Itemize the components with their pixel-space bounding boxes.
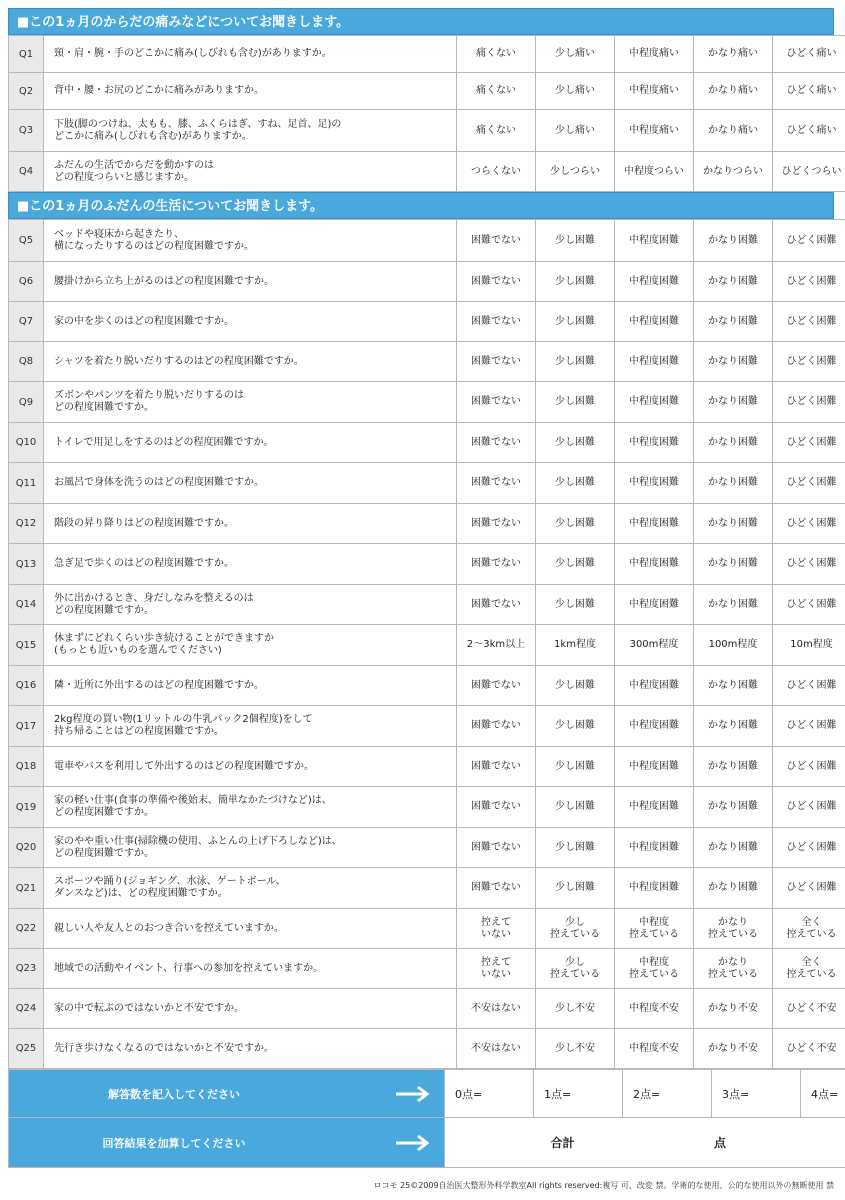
question-row bbox=[9, 152, 845, 192]
question-text-line: スポーツや踊り(ジョギング、水泳、ゲートボール、 bbox=[54, 876, 286, 887]
question-table bbox=[8, 35, 845, 192]
question-row bbox=[9, 544, 845, 585]
answer-option[interactable]: ひどくつらい bbox=[773, 152, 845, 192]
answer-option[interactable]: 少し困難 bbox=[536, 828, 615, 868]
question-text-line: 電車やバスを利用して外出するのはどの程度困難ですか。 bbox=[54, 760, 314, 772]
question-number: Q17 bbox=[9, 706, 44, 747]
count-label: 解答数を記入してください bbox=[108, 1087, 240, 1101]
answer-option[interactable]: 少し痛い bbox=[536, 73, 615, 110]
question-text bbox=[44, 110, 457, 152]
answer-option[interactable]: かなり困難 bbox=[694, 666, 773, 706]
question-text bbox=[44, 36, 457, 73]
answer-option[interactable]: 中程度 控えている bbox=[615, 909, 694, 949]
question-row bbox=[9, 463, 845, 504]
answer-option[interactable]: 全く 控えている bbox=[773, 949, 845, 989]
sum-row bbox=[9, 1118, 845, 1168]
answer-option[interactable]: 10m程度 bbox=[773, 625, 845, 666]
answer-option[interactable]: かなり 控えている bbox=[694, 909, 773, 949]
question-text-line: 親しい人や友人とのおつき合いを控えていますか。 bbox=[54, 922, 284, 934]
answer-option[interactable]: かなり不安 bbox=[694, 1029, 773, 1069]
answer-option[interactable]: かなり困難 bbox=[694, 382, 773, 423]
answer-option[interactable]: 中程度困難 bbox=[615, 220, 694, 262]
question-number: Q3 bbox=[9, 110, 44, 152]
question-text-line: 休まずにどれくらい歩き続けることができますか bbox=[54, 633, 274, 644]
score-4-field[interactable]: 4点= bbox=[801, 1070, 845, 1118]
question-row bbox=[9, 666, 845, 706]
answer-option[interactable]: 中程度痛い bbox=[615, 36, 694, 73]
answer-option[interactable]: 少し困難 bbox=[536, 504, 615, 544]
question-number: Q6 bbox=[9, 262, 44, 302]
question-text-line: どの程度困難ですか。 bbox=[54, 604, 154, 616]
answer-option[interactable]: 不安はない bbox=[457, 989, 536, 1029]
answer-option[interactable]: かなり困難 bbox=[694, 463, 773, 504]
answer-option[interactable]: 少し 控えている bbox=[536, 949, 615, 989]
answer-option[interactable]: 中程度困難 bbox=[615, 382, 694, 423]
answer-option[interactable]: 中程度困難 bbox=[615, 463, 694, 504]
question-table bbox=[8, 219, 845, 1069]
answer-option[interactable]: 2～3km以上 bbox=[457, 625, 536, 666]
answer-option[interactable]: 中程度不安 bbox=[615, 989, 694, 1029]
answer-option[interactable]: 痛くない bbox=[457, 73, 536, 110]
question-text-line: 横になったりするのはどの程度困難ですか。 bbox=[54, 240, 254, 252]
answer-option[interactable]: 痛くない bbox=[457, 110, 536, 152]
answer-option[interactable]: ひどく困難 bbox=[773, 585, 845, 625]
question-text bbox=[44, 544, 457, 585]
answer-option[interactable]: かなりつらい bbox=[694, 152, 773, 192]
answer-option[interactable]: ひどく困難 bbox=[773, 423, 845, 463]
question-number: Q25 bbox=[9, 1029, 44, 1069]
question-text bbox=[44, 949, 457, 989]
arrow-right-icon bbox=[394, 1085, 430, 1103]
answer-option[interactable]: かなり困難 bbox=[694, 868, 773, 909]
answer-option[interactable]: ひどく困難 bbox=[773, 666, 845, 706]
answer-option[interactable]: 控えて いない bbox=[457, 909, 536, 949]
question-text bbox=[44, 342, 457, 382]
question-number: Q19 bbox=[9, 787, 44, 828]
answer-option[interactable]: ひどく痛い bbox=[773, 110, 845, 152]
answer-option[interactable]: ひどく困難 bbox=[773, 342, 845, 382]
answer-option[interactable]: 中程度痛い bbox=[615, 110, 694, 152]
answer-option[interactable]: 中程度困難 bbox=[615, 868, 694, 909]
question-number: Q10 bbox=[9, 423, 44, 463]
questionnaire-sheet bbox=[8, 8, 842, 1168]
question-row bbox=[9, 36, 845, 73]
question-text-line: ズボンやパンツを着たり脱いだりするのは bbox=[54, 390, 244, 401]
answer-option[interactable]: かなり困難 bbox=[694, 423, 773, 463]
question-text bbox=[44, 152, 457, 192]
question-row bbox=[9, 625, 845, 666]
answer-option[interactable]: 困難でない bbox=[457, 868, 536, 909]
answer-option[interactable]: 困難でない bbox=[457, 787, 536, 828]
question-number: Q16 bbox=[9, 666, 44, 706]
answer-option[interactable]: かなり痛い bbox=[694, 110, 773, 152]
answer-option[interactable]: 少し困難 bbox=[536, 382, 615, 423]
question-text-line: 先行き歩けなくなるのではないかと不安ですか。 bbox=[54, 1042, 274, 1054]
answer-option[interactable]: かなり 控えている bbox=[694, 949, 773, 989]
answer-option[interactable]: 少し痛い bbox=[536, 36, 615, 73]
answer-option[interactable]: 困難でない bbox=[457, 706, 536, 747]
answer-option[interactable]: かなり困難 bbox=[694, 585, 773, 625]
score-2-field[interactable]: 2点= bbox=[623, 1070, 712, 1118]
question-number: Q9 bbox=[9, 382, 44, 423]
question-text bbox=[44, 747, 457, 787]
answer-option[interactable]: 中程度困難 bbox=[615, 504, 694, 544]
question-text-line: シャツを着たり脱いだりするのはどの程度困難ですか。 bbox=[54, 355, 304, 367]
question-number: Q11 bbox=[9, 463, 44, 504]
question-text bbox=[44, 382, 457, 423]
question-text-line: 背中・腰・お尻のどこかに痛みがありますか。 bbox=[54, 85, 264, 96]
question-row bbox=[9, 949, 845, 989]
answer-option[interactable]: かなり痛い bbox=[694, 73, 773, 110]
answer-option[interactable]: 中程度困難 bbox=[615, 747, 694, 787]
question-text bbox=[44, 909, 457, 949]
answer-option[interactable]: 困難でない bbox=[457, 544, 536, 585]
answer-option[interactable]: ひどく困難 bbox=[773, 504, 845, 544]
answer-option[interactable]: かなり困難 bbox=[694, 342, 773, 382]
question-text bbox=[44, 220, 457, 262]
question-number: Q21 bbox=[9, 868, 44, 909]
answer-option[interactable]: 困難でない bbox=[457, 463, 536, 504]
answer-option[interactable]: かなり困難 bbox=[694, 787, 773, 828]
answer-option[interactable]: 少し困難 bbox=[536, 220, 615, 262]
question-row bbox=[9, 989, 845, 1029]
answer-option[interactable]: 中程度困難 bbox=[615, 666, 694, 706]
answer-option[interactable]: 困難でない bbox=[457, 747, 536, 787]
answer-option[interactable]: ひどく困難 bbox=[773, 868, 845, 909]
answer-option[interactable]: かなり困難 bbox=[694, 828, 773, 868]
count-row bbox=[9, 1070, 845, 1118]
question-row bbox=[9, 342, 845, 382]
question-text bbox=[44, 787, 457, 828]
answer-option[interactable]: 困難でない bbox=[457, 382, 536, 423]
question-text-line: 急ぎ足で歩くのはどの程度困難ですか。 bbox=[54, 558, 234, 569]
answer-option[interactable]: 困難でない bbox=[457, 220, 536, 262]
question-text-line: どの程度つらいと感じますか。 bbox=[54, 171, 194, 183]
answer-option[interactable]: つらくない bbox=[457, 152, 536, 192]
score-1-field[interactable]: 1点= bbox=[534, 1070, 623, 1118]
answer-option[interactable]: かなり痛い bbox=[694, 36, 773, 73]
answer-option[interactable]: 中程度つらい bbox=[615, 152, 694, 192]
question-text-line: 階段の昇り降りはどの程度困難ですか。 bbox=[54, 517, 234, 529]
question-text bbox=[44, 302, 457, 342]
question-text-line: どこかに痛み(しびれも含む)がありますか。 bbox=[54, 130, 252, 142]
question-row bbox=[9, 1029, 845, 1069]
answer-option[interactable]: 少し困難 bbox=[536, 423, 615, 463]
question-number: Q5 bbox=[9, 220, 44, 262]
question-number: Q8 bbox=[9, 342, 44, 382]
question-text bbox=[44, 666, 457, 706]
answer-option[interactable]: 困難でない bbox=[457, 585, 536, 625]
answer-option[interactable]: 少し困難 bbox=[536, 747, 615, 787]
question-text-line: トイレで用足しをするのはどの程度困難ですか。 bbox=[54, 436, 274, 448]
answer-option[interactable]: 中程度困難 bbox=[615, 423, 694, 463]
question-row bbox=[9, 909, 845, 949]
answer-option[interactable]: かなり困難 bbox=[694, 504, 773, 544]
answer-option[interactable]: 困難でない bbox=[457, 666, 536, 706]
question-text bbox=[44, 504, 457, 544]
answer-option[interactable]: 1km程度 bbox=[536, 625, 615, 666]
question-number: Q23 bbox=[9, 949, 44, 989]
question-text-line: どの程度困難ですか。 bbox=[54, 807, 154, 818]
answer-option[interactable]: ひどく痛い bbox=[773, 36, 845, 73]
question-text bbox=[44, 828, 457, 868]
sum-label: 回答結果を加算してください bbox=[102, 1136, 246, 1150]
question-number: Q24 bbox=[9, 989, 44, 1029]
question-row bbox=[9, 423, 845, 463]
question-text bbox=[44, 1029, 457, 1069]
question-text bbox=[44, 625, 457, 666]
count-instruction bbox=[9, 1070, 445, 1118]
answer-option[interactable]: 中程度困難 bbox=[615, 706, 694, 747]
answer-option[interactable]: 困難でない bbox=[457, 423, 536, 463]
answer-option[interactable]: 中程度痛い bbox=[615, 73, 694, 110]
answer-option[interactable]: 少し不安 bbox=[536, 1029, 615, 1069]
answer-option[interactable]: 100m程度 bbox=[694, 625, 773, 666]
question-number: Q12 bbox=[9, 504, 44, 544]
answer-option[interactable]: 少し困難 bbox=[536, 544, 615, 585]
question-row bbox=[9, 828, 845, 868]
question-text-line: お風呂で身体を洗うのはどの程度困難ですか。 bbox=[54, 477, 264, 488]
question-number: Q1 bbox=[9, 36, 44, 73]
question-text-line: 家の中を歩くのはどの程度困難ですか。 bbox=[54, 315, 234, 327]
score-3-field[interactable]: 3点= bbox=[712, 1070, 801, 1118]
answer-option[interactable]: ひどく困難 bbox=[773, 828, 845, 868]
answer-option[interactable]: 全く 控えている bbox=[773, 909, 845, 949]
answer-option[interactable]: 中程度困難 bbox=[615, 544, 694, 585]
question-text-line: どの程度困難ですか。 bbox=[54, 402, 154, 413]
points-label: 点 bbox=[713, 1136, 726, 1150]
answer-option[interactable]: 困難でない bbox=[457, 828, 536, 868]
answer-option[interactable]: 控えて いない bbox=[457, 949, 536, 989]
copyright-notice: ロコモ 25©2009自治医大整形外科学教室All rights reserved:複写 可、改変 禁。学術的な使用、公的な使用以外の無断使用 禁 bbox=[373, 1181, 834, 1190]
question-number: Q20 bbox=[9, 828, 44, 868]
question-text-line: どの程度困難ですか。 bbox=[54, 847, 154, 859]
answer-option[interactable]: 中程度困難 bbox=[615, 302, 694, 342]
section-header: ■この1ヵ月のからだの痛みなどについてお聞きします。 bbox=[8, 8, 834, 35]
answer-option[interactable]: 少し困難 bbox=[536, 302, 615, 342]
question-text-line: (もっとも近いものを選んでください) bbox=[54, 645, 222, 656]
question-number: Q14 bbox=[9, 585, 44, 625]
answer-option[interactable]: ひどく困難 bbox=[773, 463, 845, 504]
answer-option[interactable]: 困難でない bbox=[457, 342, 536, 382]
question-row bbox=[9, 302, 845, 342]
question-row bbox=[9, 787, 845, 828]
question-text bbox=[44, 463, 457, 504]
question-row bbox=[9, 868, 845, 909]
answer-option[interactable]: かなり困難 bbox=[694, 544, 773, 585]
answer-option[interactable]: 少し困難 bbox=[536, 706, 615, 747]
question-text bbox=[44, 423, 457, 463]
question-text-line: 家の中で転ぶのではないかと不安ですか。 bbox=[54, 1002, 244, 1014]
question-row bbox=[9, 73, 845, 110]
question-sections bbox=[8, 8, 842, 1069]
question-text bbox=[44, 262, 457, 302]
answer-option[interactable]: 少し困難 bbox=[536, 666, 615, 706]
score-0-field[interactable]: 0点= bbox=[445, 1070, 534, 1118]
answer-option[interactable]: ひどく困難 bbox=[773, 262, 845, 302]
question-number: Q4 bbox=[9, 152, 44, 192]
answer-option[interactable]: 少し 控えている bbox=[536, 909, 615, 949]
question-number: Q13 bbox=[9, 544, 44, 585]
question-text-line: 2kg程度の買い物(1リットルの牛乳パック2個程度)をして bbox=[54, 714, 313, 725]
answer-option[interactable]: かなり困難 bbox=[694, 747, 773, 787]
answer-option[interactable]: かなり困難 bbox=[694, 262, 773, 302]
answer-option[interactable]: 少し不安 bbox=[536, 989, 615, 1029]
answer-option[interactable]: ひどく不安 bbox=[773, 989, 845, 1029]
answer-option[interactable]: 不安はない bbox=[457, 1029, 536, 1069]
question-text-line: 外に出かけるとき、身だしなみを整えるのは bbox=[54, 592, 254, 604]
question-row bbox=[9, 585, 845, 625]
answer-option[interactable]: 中程度困難 bbox=[615, 342, 694, 382]
answer-option[interactable]: ひどく困難 bbox=[773, 544, 845, 585]
answer-option[interactable]: 中程度困難 bbox=[615, 262, 694, 302]
total-label: 合計 bbox=[550, 1136, 575, 1150]
answer-option[interactable]: 困難でない bbox=[457, 302, 536, 342]
answer-option[interactable]: ひどく痛い bbox=[773, 73, 845, 110]
answer-option[interactable]: 少し困難 bbox=[536, 342, 615, 382]
question-text-line: 家のやや重い仕事(掃除機の使用、ふとんの上げ下ろしなど)は、 bbox=[54, 835, 342, 847]
question-text-line: 持ち帰ることはどの程度困難ですか。 bbox=[54, 726, 224, 737]
question-row bbox=[9, 110, 845, 152]
answer-option[interactable]: ひどく困難 bbox=[773, 747, 845, 787]
answer-option[interactable]: 少し痛い bbox=[536, 110, 615, 152]
answer-option[interactable]: かなり困難 bbox=[694, 302, 773, 342]
answer-option[interactable]: 困難でない bbox=[457, 262, 536, 302]
question-row bbox=[9, 706, 845, 747]
answer-option[interactable]: ひどく困難 bbox=[773, 787, 845, 828]
question-text-line: 頸・肩・腕・手のどこかに痛み(しびれも含む)がありますか。 bbox=[54, 48, 332, 59]
question-number: Q7 bbox=[9, 302, 44, 342]
answer-option[interactable]: 中程度不安 bbox=[615, 1029, 694, 1069]
sum-instruction bbox=[9, 1118, 445, 1168]
question-text-line: 腰掛けから立ち上がるのはどの程度困難ですか。 bbox=[54, 275, 274, 287]
question-text bbox=[44, 585, 457, 625]
question-text bbox=[44, 73, 457, 110]
answer-option[interactable]: ひどく困難 bbox=[773, 302, 845, 342]
answer-option[interactable]: ひどく不安 bbox=[773, 1029, 845, 1069]
answer-option[interactable]: かなり困難 bbox=[694, 706, 773, 747]
answer-option[interactable]: 困難でない bbox=[457, 504, 536, 544]
answer-option[interactable]: 痛くない bbox=[457, 36, 536, 73]
answer-option[interactable]: 少し困難 bbox=[536, 262, 615, 302]
question-number: Q2 bbox=[9, 73, 44, 110]
question-text-line: 地域での活動やイベント、行事への参加を控えていますか。 bbox=[54, 962, 324, 974]
question-text-line: ベッドや寝床から起きたり、 bbox=[54, 228, 184, 240]
question-row bbox=[9, 382, 845, 423]
answer-option[interactable]: かなり困難 bbox=[694, 220, 773, 262]
question-row bbox=[9, 747, 845, 787]
answer-option[interactable]: 少し困難 bbox=[536, 787, 615, 828]
answer-option[interactable]: 中程度困難 bbox=[615, 787, 694, 828]
question-row bbox=[9, 262, 845, 302]
answer-option[interactable]: 少し困難 bbox=[536, 463, 615, 504]
answer-option[interactable]: ひどく困難 bbox=[773, 220, 845, 262]
answer-option[interactable]: 少し困難 bbox=[536, 868, 615, 909]
question-number: Q22 bbox=[9, 909, 44, 949]
question-number: Q18 bbox=[9, 747, 44, 787]
question-text-line: 家の軽い仕事(食事の準備や後始末、簡単なかたづけなど)は、 bbox=[54, 795, 332, 806]
answer-option[interactable]: 中程度困難 bbox=[615, 828, 694, 868]
answer-option[interactable]: かなり不安 bbox=[694, 989, 773, 1029]
question-text-line: ダンスなど)は、どの程度困難ですか。 bbox=[54, 888, 228, 899]
answer-option[interactable]: 中程度困難 bbox=[615, 585, 694, 625]
question-text-line: 隣・近所に外出するのはどの程度困難ですか。 bbox=[54, 679, 264, 691]
question-text bbox=[44, 706, 457, 747]
answer-option[interactable]: 少し困難 bbox=[536, 585, 615, 625]
question-text-line: ふだんの生活でからだを動かすのは bbox=[54, 159, 214, 171]
arrow-right-icon bbox=[394, 1134, 430, 1152]
answer-option[interactable]: 300m程度 bbox=[615, 625, 694, 666]
answer-option[interactable]: ひどく困難 bbox=[773, 382, 845, 423]
question-text bbox=[44, 868, 457, 909]
section-header: ■この1ヵ月のふだんの生活についてお聞きします。 bbox=[8, 192, 834, 219]
footer-table bbox=[8, 1069, 845, 1168]
question-text-line: 下肢(脚のつけね、太もも、膝、ふくらはぎ、すね、足首、足)の bbox=[54, 118, 342, 130]
question-text bbox=[44, 989, 457, 1029]
question-row bbox=[9, 504, 845, 544]
answer-option[interactable]: ひどく困難 bbox=[773, 706, 845, 747]
question-row bbox=[9, 220, 845, 262]
question-number: Q15 bbox=[9, 625, 44, 666]
answer-option[interactable]: 中程度 控えている bbox=[615, 949, 694, 989]
answer-option[interactable]: 少しつらい bbox=[536, 152, 615, 192]
total-field[interactable] bbox=[445, 1118, 845, 1168]
